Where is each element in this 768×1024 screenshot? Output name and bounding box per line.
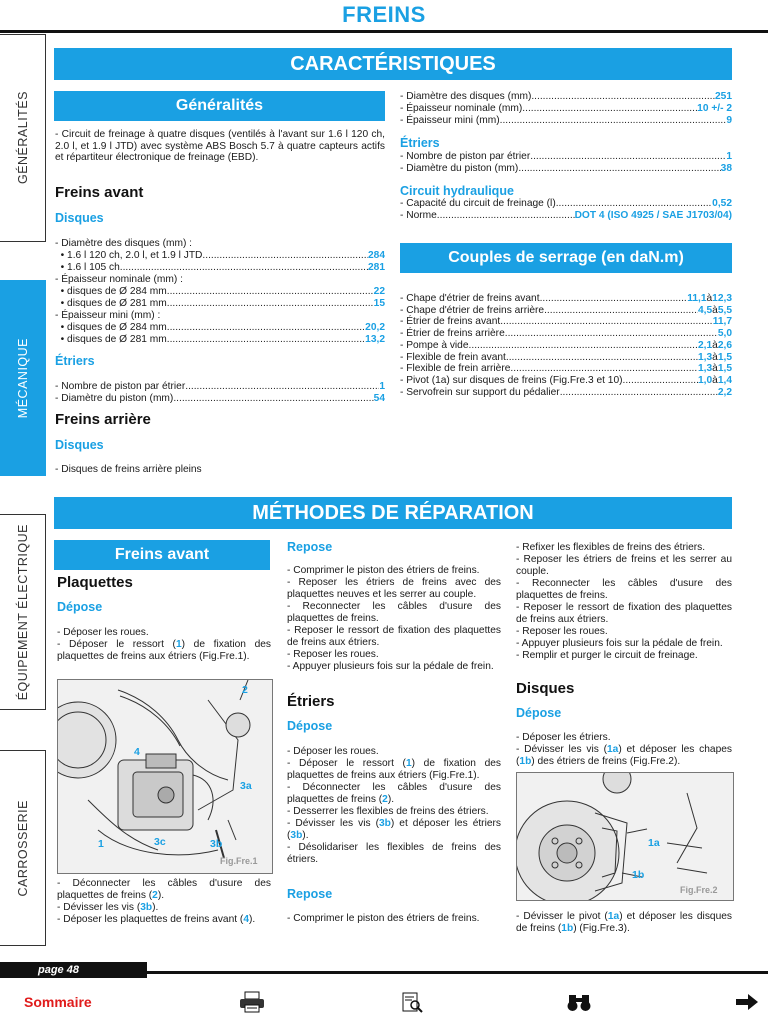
tab-label: ÉQUIPEMENT ÉLECTRIQUE [15, 523, 30, 701]
spec-list-front-calipers [55, 381, 385, 405]
spec-row: - Norme ..... DOT 4 (ISO 4925 / SAE J1703/04) [400, 210, 732, 222]
spec-row: • disques de Ø 284 mm ..... 22 [55, 286, 385, 298]
subheading-etriers-arriere: Étriers [400, 136, 440, 150]
plaquettes-after-steps [57, 878, 271, 926]
spec-heading: - Épaisseur mini (mm) : [55, 310, 161, 321]
tab-carrosserie[interactable] [0, 750, 46, 946]
step: - Déposer les roues. [287, 746, 379, 757]
tab-mecanique[interactable] [0, 280, 46, 476]
spec-list-hydraulic [400, 198, 732, 222]
binoculars-icon[interactable] [565, 990, 593, 1014]
tab-label: MÉCANIQUE [15, 337, 30, 419]
figure-caption: Fig.Fre.1 [220, 856, 258, 866]
spec-row: - Diamètre du piston (mm) ..... 38 [400, 163, 732, 175]
print-icon[interactable] [238, 990, 266, 1014]
step: - Appuyer plusieurs fois sur la pédale de frein. [287, 661, 494, 672]
subheading-disques: Disques [55, 211, 104, 225]
subheading-depose: Dépose [57, 600, 103, 614]
step: - Reconnecter les câbles d'usure des plaquettes de freins. [287, 601, 501, 624]
step: - Remplir et purger le circuit de freinage. [516, 650, 698, 661]
subheading-circuit-hydraulique: Circuit hydraulique [400, 184, 514, 198]
step: - Déposer les étriers. [516, 732, 611, 743]
spec-row: - Étrier de freins arrière ..... 5,0 [400, 328, 732, 340]
header-rule [0, 30, 768, 33]
step: - Dévisser les vis (3b). [57, 902, 159, 913]
page-number: page 48 [0, 962, 147, 978]
page-title: FREINS [342, 2, 426, 27]
spec-row: • 1.6 l 120 ch, 2.0 l, et 1.9 l JTD ..... 284 [55, 250, 385, 262]
spec-row: • 1.6 l 105 ch ..... 281 [55, 262, 385, 274]
disques-depose-steps [516, 732, 732, 768]
spec-heading: - Épaisseur nominale (mm) : [55, 274, 183, 285]
step: - Déposer le ressort (1) de fixation des plaquettes de freins aux étriers (Fig.Fre.1). [57, 639, 271, 662]
tab-generalites[interactable] [0, 34, 46, 242]
heading-plaquettes: Plaquettes [57, 574, 133, 591]
section-banner-methodes: MÉTHODES DE RÉPARATION [54, 497, 732, 529]
spec-row: - Nombre de piston par étrier ..... 1 [55, 381, 385, 393]
rear-discs-text: - Disques de freins arrière pleins [55, 464, 202, 475]
subheading-repose-etriers: Repose [287, 887, 333, 901]
next-page-arrow-icon[interactable] [733, 990, 761, 1014]
step: - Reposer le ressort de fixation des plaquettes de freins aux étriers. [287, 625, 501, 648]
brake-disc-illustration [517, 773, 733, 900]
spec-row: • disques de Ø 281 mm ..... 15 [55, 298, 385, 310]
figure-fre-1 [57, 679, 273, 874]
step: - Reposer les étriers de freins avec des plaquettes neuves et les serrer au couple. [287, 577, 501, 600]
spec-row: • disques de Ø 284 mm ..... 20,2 [55, 322, 385, 334]
spec-row: - Nombre de piston par étrier ..... 1 [400, 151, 732, 163]
spec-heading: - Diamètre des disques (mm) : [55, 238, 192, 249]
plaquettes-depose-steps [57, 627, 271, 663]
spec-row: - Épaisseur mini (mm) ..... 9 [400, 115, 732, 127]
callout-3a: 3a [240, 780, 252, 792]
subheading-etriers: Étriers [55, 354, 95, 368]
step: - Reposer le ressort de fixation des plaquettes de freins aux étriers. [516, 602, 732, 625]
section-banner-caracteristiques: CARACTÉRISTIQUES [54, 48, 732, 80]
step: - Dévisser les vis (3b) et déposer les étriers (3b). [287, 818, 501, 841]
callout-2: 2 [242, 684, 248, 696]
spec-row: - Étrier de freins avant ..... 11,7 [400, 316, 732, 328]
callout-3b: 3b [210, 838, 223, 850]
spec-row: • disques de Ø 281 mm ..... 13,2 [55, 334, 385, 346]
heading-etriers: Étriers [287, 693, 335, 710]
spec-row: - Servofrein sur support du pédalier ..... 2,2 [400, 387, 732, 399]
etriers-repose-step: - Comprimer le piston des étriers de freins. [287, 913, 480, 924]
spec-row: - Diamètre du piston (mm) ..... 54 [55, 393, 385, 405]
subheading-depose-disques: Dépose [516, 706, 562, 720]
spec-list-rear-discs [400, 91, 732, 127]
subheading-disques-arriere: Disques [55, 438, 104, 452]
banner-freins-avant-methodes: Freins avant [54, 540, 270, 570]
sommaire-link[interactable]: Sommaire [24, 994, 92, 1010]
spec-row: - Épaisseur nominale (mm) ..... 10 +/- 2 [400, 103, 732, 115]
tab-label: CARROSSERIE [15, 799, 30, 897]
callout-1: 1 [98, 838, 104, 850]
step: - Appuyer plusieurs fois sur la pédale de frein. [516, 638, 723, 649]
step: - Refixer les flexibles de freins des étriers. [516, 542, 706, 553]
heading-freins-avant: Freins avant [55, 184, 144, 201]
torque-list [400, 293, 732, 398]
plaquettes-repose-steps [287, 565, 501, 673]
spec-row: - Pompe à vide ..... 2,1 à 2,6 [400, 340, 732, 352]
step: - Comprimer le piston des étriers de freins. [287, 565, 480, 576]
step: - Desserrer les flexibles de freins des étriers. [287, 806, 489, 817]
etriers-repose-steps [516, 542, 732, 662]
spec-row: - Chape d'étrier de freins avant ..... 11,1 à 12,3 [400, 293, 732, 305]
callout-4: 4 [134, 746, 140, 758]
subheading-repose: Repose [287, 540, 333, 554]
step: - Dévisser les vis (1a) et déposer les chapes (1b) des étriers de freins (Fig.Fre.2). [516, 744, 732, 767]
step: - Déposer les roues. [57, 627, 149, 638]
heading-disques: Disques [516, 680, 575, 697]
banner-couples-serrage: Couples de serrage (en daN.m) [400, 243, 732, 273]
heading-freins-arriere: Freins arrière [55, 411, 151, 428]
disques-after-step: - Dévisser le pivot (1a) et déposer les disques de freins (1b) (Fig.Fre.3). [516, 911, 732, 934]
subheading-depose-etriers: Dépose [287, 719, 333, 733]
step: - Reconnecter les câbles d'usure des plaquettes de freins. [516, 578, 732, 601]
spec-list-front-discs [55, 238, 385, 346]
etriers-depose-steps [287, 746, 501, 866]
spec-row: - Pivot (1a) sur disques de freins (Fig.Fre.3 et 10) ..... 1,0 à 1,4 [400, 375, 732, 387]
figure-fre-2 [516, 772, 734, 901]
step: - Déconnecter les câbles d'usure des plaquettes de freins (2). [57, 878, 271, 901]
step: - Désolidariser les flexibles de freins des étriers. [287, 842, 501, 865]
spec-row: - Capacité du circuit de freinage (l) ..... 0,52 [400, 198, 732, 210]
zoom-page-icon[interactable] [398, 990, 426, 1014]
step: - Reposer les roues. [516, 626, 608, 637]
spec-list-rear-calipers [400, 151, 732, 175]
spec-row: - Diamètre des disques (mm) ..... 251 [400, 91, 732, 103]
step: - Déposer les plaquettes de freins avant (4). [57, 914, 256, 925]
footer-rule [147, 971, 768, 974]
tab-label: GÉNÉRALITÉS [15, 91, 30, 185]
spec-row: - Flexible de frein arrière ..... 1,3 à 1,5 [400, 363, 732, 375]
step: - Déposer le ressort (1) de fixation des plaquettes de freins aux étriers (Fig.Fre.1). [287, 758, 501, 781]
step: - Reposer les étriers de freins et les serrer au couple. [516, 554, 732, 577]
figure-caption: Fig.Fre.2 [680, 885, 718, 895]
callout-1a: 1a [648, 837, 660, 849]
step: - Déconnecter les câbles d'usure des plaquettes de freins (2). [287, 782, 501, 805]
spec-row: - Flexible de frein avant ..... 1,3 à 1,5 [400, 352, 732, 364]
callout-3c: 3c [154, 836, 166, 848]
step: - Reposer les roues. [287, 649, 379, 660]
intro-text: - Circuit de freinage à quatre disques (ventilés à l'avant sur 1.6 l 120 ch, 2.0 l, et 1.9 l JTD) avec système ABS Bosch 5.7 à quatre capteurs actifs et répartiteur électronique de freinage (EBD). [55, 129, 385, 163]
spec-row: - Chape d'étrier de freins arrière ..... 4,5 à 5,5 [400, 305, 732, 317]
banner-generalites: Généralités [54, 91, 385, 121]
tab-equipement-electrique[interactable] [0, 514, 46, 710]
callout-1b: 1b [632, 869, 645, 881]
